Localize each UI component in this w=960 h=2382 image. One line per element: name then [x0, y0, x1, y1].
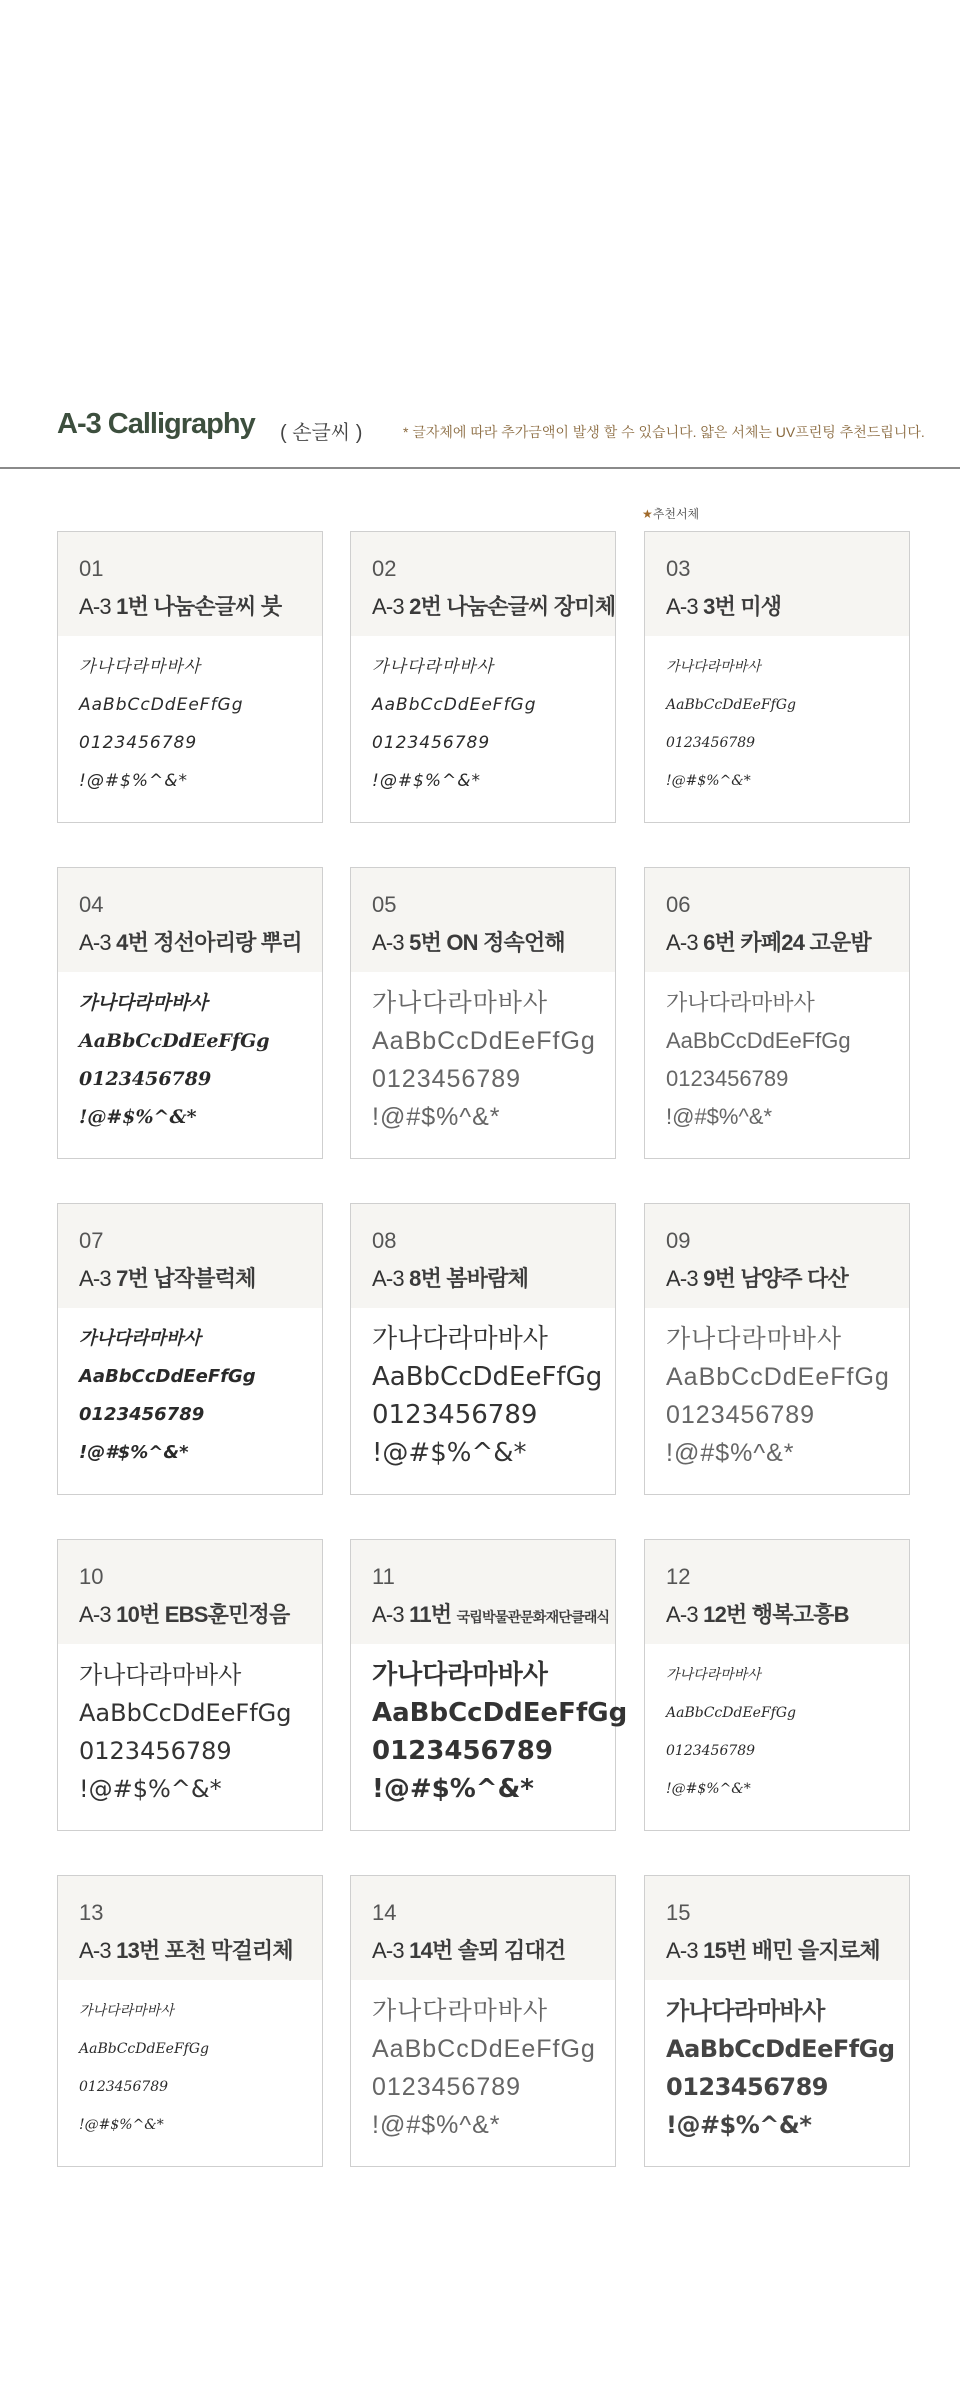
font-card-header	[351, 1540, 615, 1644]
font-title: 12번 행복고흥B	[703, 1602, 849, 1627]
font-number: 12	[666, 1564, 691, 1589]
font-card[interactable]	[57, 1875, 323, 2167]
sample-symbols: !@#$%^&*	[79, 771, 189, 791]
sample-symbols: !@#$%^&*	[666, 1781, 751, 1797]
font-name	[372, 590, 615, 621]
sample-symbols: !@#$%^&*	[79, 1442, 189, 1463]
font-card-header	[58, 532, 322, 636]
font-card[interactable]	[57, 1203, 323, 1495]
sample-digits: 0123456789	[79, 1068, 212, 1090]
sample-alphabet: AaBbCcDdEeFfGg	[666, 1028, 851, 1053]
font-name	[666, 1934, 880, 1965]
font-title: 2번 나눔손글씨 장미체	[409, 594, 616, 619]
font-title: 14번 솔뫼 김대건	[409, 1938, 566, 1963]
sample-alphabet: AaBbCcDdEeFfGg	[79, 1366, 256, 1387]
font-number: 02	[372, 556, 397, 581]
sample-digits: 0123456789	[79, 1404, 205, 1425]
sample-hangul: 가나다라마바사	[666, 1325, 843, 1353]
font-title: 6번 카페24 고운밤	[703, 930, 871, 955]
sample-alphabet: AaBbCcDdEeFfGg	[372, 1027, 596, 1055]
font-number: 09	[666, 1228, 691, 1253]
font-code: A-3	[372, 1602, 404, 1627]
font-code: A-3	[372, 1938, 404, 1963]
font-name	[79, 1262, 256, 1293]
font-code: A-3	[79, 1602, 111, 1627]
font-card-header	[351, 532, 615, 636]
sample-symbols: !@#$%^&*	[372, 771, 482, 791]
sample-symbols: !@#$%^&*	[79, 1775, 222, 1803]
font-card[interactable]	[57, 867, 323, 1159]
sample-hangul: 가나다라마바사	[372, 1997, 549, 2025]
font-card-header	[645, 1540, 909, 1644]
sample-digits: 0123456789	[372, 733, 491, 753]
font-title: 9번 남양주 다산	[703, 1266, 848, 1291]
font-title: 15번 배민 을지로체	[703, 1938, 880, 1963]
font-title: 4번 정선아리랑 뿌리	[116, 930, 302, 955]
header-divider	[0, 467, 960, 469]
page-title: A-3 Calligraphy	[57, 408, 255, 440]
sample-hangul: 가나다라마바사	[79, 1661, 242, 1689]
font-name	[372, 1262, 528, 1293]
font-sample	[666, 648, 906, 800]
font-code: A-3	[372, 1266, 404, 1291]
sample-hangul: 가나다라마바사	[372, 1324, 548, 1354]
font-card-header	[58, 1540, 322, 1644]
font-name	[666, 590, 781, 621]
font-number: 07	[79, 1228, 104, 1253]
font-sample	[79, 1992, 319, 2144]
font-sample	[79, 984, 319, 1136]
font-title: 7번 납작블럭체	[116, 1266, 256, 1291]
sample-digits: 0123456789	[666, 735, 756, 751]
sample-digits: 0123456789	[372, 1400, 538, 1430]
font-name	[372, 1934, 565, 1965]
font-sample	[79, 1656, 319, 1808]
font-number: 03	[666, 556, 691, 581]
font-card[interactable]	[350, 1875, 616, 2167]
sample-alphabet: AaBbCcDdEeFfGg	[666, 697, 796, 713]
font-code: A-3	[79, 1938, 111, 1963]
sample-symbols: !@#$%^&*	[372, 1103, 501, 1131]
sample-symbols: !@#$%^&*	[666, 1439, 795, 1467]
font-code: A-3	[372, 930, 404, 955]
sample-alphabet: AaBbCcDdEeFfGg	[372, 2035, 596, 2063]
page-subtitle: ( 손글씨 )	[280, 422, 363, 444]
font-card-header	[351, 1876, 615, 1980]
sample-digits: 0123456789	[666, 1401, 816, 1429]
font-code: A-3	[666, 1266, 698, 1291]
sample-symbols: !@#$%^&*	[666, 1104, 773, 1129]
recommend-badge-label: 추천서체	[652, 507, 700, 521]
font-card[interactable]	[644, 1539, 910, 1831]
font-sample	[666, 1320, 906, 1472]
font-code: A-3	[666, 930, 698, 955]
font-card[interactable]	[644, 1875, 910, 2167]
font-name	[79, 1598, 289, 1629]
sample-alphabet: AaBbCcDdEeFfGg	[79, 1030, 270, 1052]
sample-alphabet: AaBbCcDdEeFfGg	[372, 695, 537, 715]
sample-hangul: 가나다라마바사	[79, 992, 208, 1014]
sample-symbols: !@#$%^&*	[666, 2111, 812, 2139]
font-title: 8번 봄바람체	[409, 1266, 529, 1291]
font-number: 06	[666, 892, 691, 917]
sample-hangul: 가나다라마바사	[372, 1660, 548, 1690]
font-sample	[372, 984, 612, 1136]
sample-symbols: !@#$%^&*	[372, 2111, 501, 2139]
sample-hangul: 가나다라마바사	[666, 990, 815, 1015]
font-number: 01	[79, 556, 104, 581]
sample-hangul: 가나다라마바사	[372, 989, 549, 1017]
font-number: 13	[79, 1900, 104, 1925]
font-code: A-3	[666, 1938, 698, 1963]
font-card-header	[645, 868, 909, 972]
font-title-small: 국립박물관문화재단클래식	[456, 1609, 610, 1625]
font-name	[372, 1598, 609, 1629]
font-number: 14	[372, 1900, 397, 1925]
sample-digits: 0123456789	[79, 2079, 169, 2095]
font-card-header	[351, 1204, 615, 1308]
font-code: A-3	[666, 1602, 698, 1627]
font-sample	[372, 1320, 612, 1472]
font-name	[372, 926, 565, 957]
sample-hangul: 가나다라마바사	[666, 659, 761, 675]
font-sample	[666, 984, 906, 1136]
font-card[interactable]	[350, 1203, 616, 1495]
recommend-badge	[642, 505, 699, 522]
font-title: 1번 나눔손글씨 붓	[116, 594, 282, 619]
font-card[interactable]	[350, 1539, 628, 1831]
font-sample	[372, 648, 612, 800]
font-name	[666, 1598, 849, 1629]
font-number: 08	[372, 1228, 397, 1253]
sample-alphabet: AaBbCcDdEeFfGg	[666, 1705, 796, 1721]
sample-alphabet: AaBbCcDdEeFfGg	[372, 1698, 628, 1728]
sample-alphabet: AaBbCcDdEeFfGg	[666, 1363, 890, 1391]
font-card-header	[351, 868, 615, 972]
font-code: A-3	[372, 594, 404, 619]
sample-alphabet: AaBbCcDdEeFfGg	[79, 1699, 292, 1727]
sample-digits: 0123456789	[372, 1736, 553, 1766]
font-title: 13번 포천 막걸리체	[116, 1938, 293, 1963]
sample-digits: 0123456789	[666, 1066, 789, 1091]
font-number: 04	[79, 892, 104, 917]
font-number: 15	[666, 1900, 691, 1925]
font-code: A-3	[666, 594, 698, 619]
sample-hangul: 가나다라마바사	[79, 2003, 174, 2019]
font-name	[79, 1934, 293, 1965]
star-icon: ★	[642, 507, 653, 521]
font-name	[79, 590, 281, 621]
sample-hangul: 가나다라마바사	[372, 657, 494, 677]
font-card[interactable]	[350, 531, 616, 823]
sample-digits: 0123456789	[666, 2073, 828, 2101]
font-card[interactable]	[350, 867, 616, 1159]
font-name	[666, 926, 871, 957]
sample-hangul: 가나다라마바사	[666, 1997, 825, 2025]
sample-symbols: !@#$%^&*	[372, 1774, 534, 1804]
sample-hangul: 가나다라마바사	[79, 1328, 201, 1349]
sample-digits: 0123456789	[372, 1065, 522, 1093]
sample-symbols: !@#$%^&*	[666, 773, 751, 789]
sample-symbols: !@#$%^&*	[372, 1438, 527, 1468]
font-number: 10	[79, 1564, 104, 1589]
font-card-header	[645, 1204, 909, 1308]
font-sample	[372, 1992, 612, 2144]
font-title: 3번 미생	[703, 594, 782, 619]
font-code: A-3	[79, 930, 111, 955]
font-card-header	[58, 868, 322, 972]
font-card[interactable]	[57, 1539, 323, 1831]
font-card[interactable]	[57, 531, 323, 823]
font-number: 11	[372, 1564, 395, 1589]
font-card[interactable]	[644, 867, 910, 1159]
sample-digits: 0123456789	[372, 2073, 522, 2101]
font-code: A-3	[79, 594, 111, 619]
font-name	[79, 926, 302, 957]
font-card-header	[58, 1204, 322, 1308]
sample-symbols: !@#$%^&*	[79, 1106, 197, 1128]
sample-digits: 0123456789	[79, 1737, 232, 1765]
font-sample	[79, 648, 319, 800]
section-header	[0, 400, 960, 468]
sample-alphabet: AaBbCcDdEeFfGg	[79, 695, 244, 715]
sample-hangul: 가나다라마바사	[666, 1667, 761, 1683]
sample-digits: 0123456789	[666, 1743, 756, 1759]
font-title: 10번 EBS훈민정음	[116, 1602, 290, 1627]
font-sample	[79, 1320, 319, 1472]
font-name	[666, 1262, 848, 1293]
font-sample	[666, 1656, 906, 1808]
font-number: 05	[372, 892, 397, 917]
font-card-header	[645, 532, 909, 636]
font-title: 5번 ON 정속언해	[409, 930, 565, 955]
font-title: 11번	[409, 1602, 452, 1627]
sample-hangul: 가나다라마바사	[79, 657, 201, 677]
sample-digits: 0123456789	[79, 733, 198, 753]
sample-alphabet: AaBbCcDdEeFfGg	[666, 2035, 895, 2063]
font-sample	[372, 1656, 628, 1808]
sample-alphabet: AaBbCcDdEeFfGg	[372, 1362, 603, 1392]
sample-alphabet: AaBbCcDdEeFfGg	[79, 2041, 209, 2057]
font-sample	[666, 1992, 906, 2144]
font-card[interactable]	[644, 531, 910, 823]
font-code: A-3	[79, 1266, 111, 1291]
price-note: * 글자체에 따라 추가금액이 발생 할 수 있습니다. 얇은 서체는 UV프린팅 추천드립니다.	[403, 424, 925, 440]
font-card-header	[645, 1876, 909, 1980]
sample-symbols: !@#$%^&*	[79, 2117, 164, 2133]
font-card[interactable]	[644, 1203, 910, 1495]
font-card-header	[58, 1876, 322, 1980]
